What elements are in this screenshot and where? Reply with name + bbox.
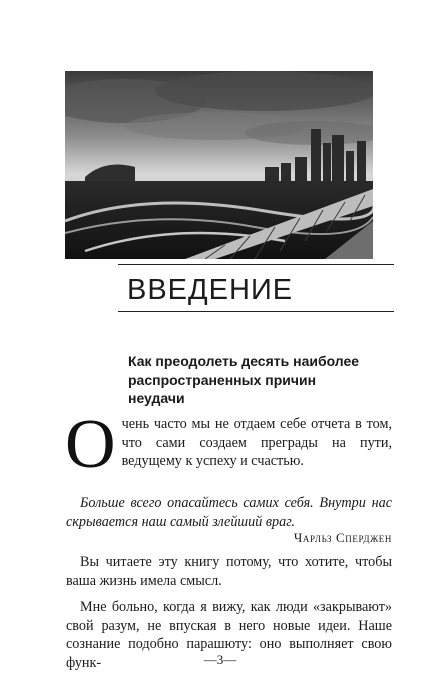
- opening-paragraph: [65, 406, 392, 483]
- bottom-rule: [118, 311, 394, 312]
- drop-cap: О: [65, 406, 116, 483]
- chapter-title: ВВЕДЕНИЕ: [127, 274, 294, 306]
- paragraph-3: Мне больно, когда я вижу, как люди «закрывают» свой разум, не впуская в него новые идеи. Наше сознание подобно парашюту: оно выполняет свою функ-: [66, 599, 392, 671]
- epigraph-quote: Больше всего опасайтесь самих себя. Внутри нас скрывается наш самый злейший враг.: [66, 495, 392, 530]
- section-subheading: Как преодолеть десять наиболее распространенных причин неудачи: [128, 353, 360, 406]
- city-bridge-photo-icon: [65, 71, 373, 259]
- city-bridge-photo: [65, 71, 373, 259]
- paragraph-2: Вы читаете эту книгу потому, что хотите, чтобы ваша жизнь имела смысл.: [66, 554, 392, 589]
- opening-paragraph-text: чень часто мы не отдаем себе отчета в том, что сами создаем преграды на пути, ведущему к успеху и счастью.: [121, 416, 392, 470]
- top-rule: [118, 264, 394, 265]
- epigraph-author: Чарльз Сперджен: [293, 530, 392, 545]
- page-number: —3—: [203, 652, 237, 667]
